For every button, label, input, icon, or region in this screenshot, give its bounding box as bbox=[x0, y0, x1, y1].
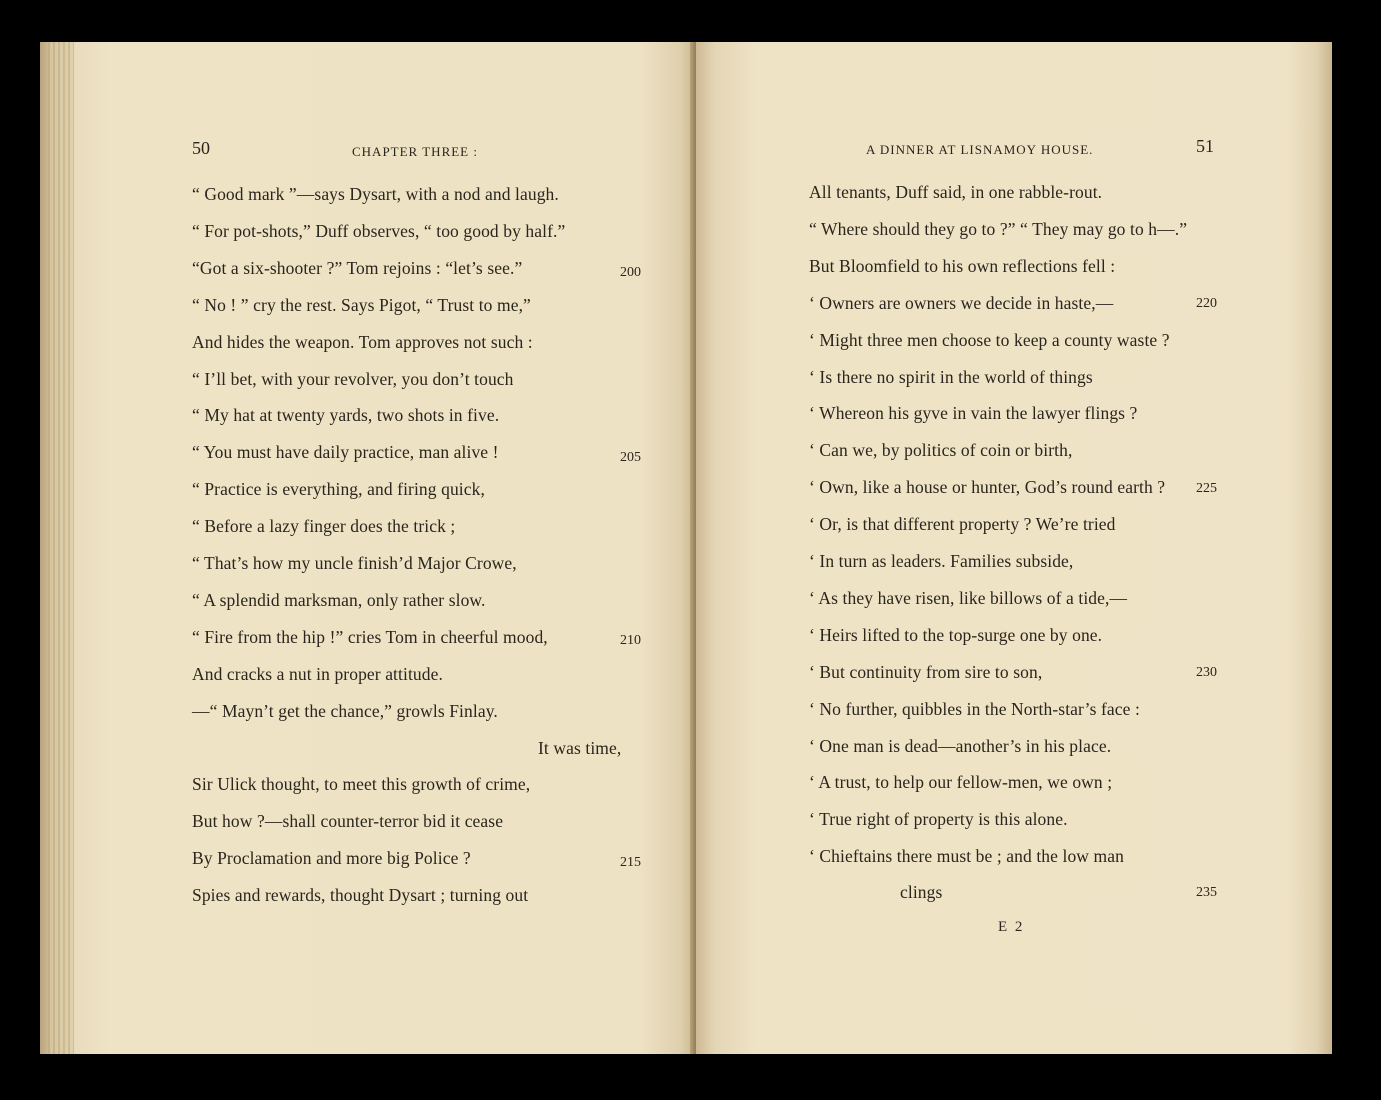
verse-line: ‘ But continuity from sire to son, bbox=[809, 661, 1043, 682]
right-page bbox=[696, 42, 1332, 1054]
verse-line: Sir Ulick thought, to meet this growth of crime, bbox=[192, 774, 531, 795]
line-number: 235 bbox=[1196, 885, 1217, 900]
verse-line: ‘ One man is dead—another’s in his place. bbox=[809, 735, 1112, 756]
verse-line: ‘ Or, is that different property ? We’re tried bbox=[809, 514, 1116, 535]
verse-line: “ Practice is everything, and firing quick, bbox=[192, 479, 485, 500]
verse-line: Spies and rewards, thought Dysart ; turning out bbox=[192, 885, 529, 906]
verse-line: ‘ Can we, by politics of coin or birth, bbox=[809, 440, 1073, 461]
verse-line: “ Good mark ”—says Dysart, with a nod and laugh. bbox=[192, 184, 559, 204]
verse-line: “ For pot-shots,” Duff observes, “ too good by half.” bbox=[192, 220, 566, 241]
verse-line: “ Before a lazy finger does the trick ; bbox=[192, 516, 456, 537]
verse-line: “ I’ll bet, with your revolver, you don’t touch bbox=[192, 368, 514, 389]
verse-line: But how ?—shall counter-terror bid it cease bbox=[192, 811, 504, 832]
left-page bbox=[40, 42, 696, 1054]
verse-line: ‘ As they have risen, like billows of a tide,— bbox=[809, 587, 1128, 608]
verse-line: But Bloomfield to his own reflections fell : bbox=[809, 255, 1116, 276]
verse-line: —“ Mayn’t get the chance,” growls Finlay. bbox=[192, 700, 498, 721]
verse-line: “ No ! ” cry the rest. Says Pigot, “ Trust to me,” bbox=[192, 294, 531, 315]
line-number: 230 bbox=[1196, 665, 1217, 680]
verse-line: “ My hat at twenty yards, two shots in five. bbox=[192, 405, 500, 426]
verse-line: By Proclamation and more big Police ? bbox=[192, 848, 471, 869]
verse-line: “ Fire from the hip !” cries Tom in cheerful mood, bbox=[192, 626, 548, 647]
verse-line: It was time, bbox=[538, 737, 622, 758]
verse-line: ‘ Is there no spirit in the world of things bbox=[809, 366, 1093, 387]
verse-line: ‘ Own, like a house or hunter, God’s round earth ? bbox=[809, 477, 1166, 498]
signature-mark: E 2 bbox=[998, 919, 1025, 935]
line-number: 210 bbox=[620, 633, 641, 648]
verse-line: ‘ True right of property is this alone. bbox=[809, 809, 1068, 830]
verse-line: ‘ Whereon his gyve in vain the lawyer flings ? bbox=[809, 403, 1138, 424]
verse-line: ‘ Chieftains there must be ; and the low man bbox=[809, 846, 1124, 867]
verse-line: “ That’s how my uncle finish’d Major Crowe, bbox=[192, 553, 517, 573]
line-number: 205 bbox=[620, 450, 641, 465]
right-page-number: 51 bbox=[1196, 136, 1214, 156]
verse-line: “ A splendid marksman, only rather slow. bbox=[192, 589, 486, 610]
left-page-number: 50 bbox=[192, 138, 210, 158]
verse-line: “ Where should they go to ?” “ They may go to h—.” bbox=[809, 218, 1188, 239]
open-book bbox=[40, 42, 1332, 1054]
verse-line: ‘ Owners are owners we decide in haste,— bbox=[809, 292, 1114, 313]
verse-line: ‘ A trust, to help our fellow-men, we own ; bbox=[809, 772, 1113, 793]
verse-line: clings bbox=[900, 882, 943, 902]
verse-line: And cracks a nut in proper attitude. bbox=[192, 663, 443, 684]
verse-line: ‘ Heirs lifted to the top-surge one by one. bbox=[809, 624, 1103, 645]
verse-line: All tenants, Duff said, in one rabble-rout. bbox=[809, 182, 1103, 202]
verse-line: ‘ No further, quibbles in the North-star’s face : bbox=[809, 698, 1140, 719]
verse-line: ‘ In turn as leaders. Families subside, bbox=[809, 551, 1074, 571]
verse-line: “ You must have daily practice, man alive ! bbox=[192, 442, 499, 463]
line-number: 200 bbox=[620, 265, 641, 280]
page-edges bbox=[48, 42, 74, 1054]
verse-line: And hides the weapon. Tom approves not such : bbox=[192, 331, 533, 352]
line-number: 215 bbox=[620, 855, 641, 870]
line-number: 225 bbox=[1196, 481, 1217, 496]
right-running-head: A DINNER AT LISNAMOY HOUSE. bbox=[866, 142, 1094, 157]
verse-line: “Got a six-shooter ?” Tom rejoins : “let’s see.” bbox=[192, 257, 523, 278]
verse-line: ‘ Might three men choose to keep a county waste ? bbox=[809, 329, 1170, 350]
left-running-head: CHAPTER THREE : bbox=[352, 144, 478, 159]
line-number: 220 bbox=[1196, 296, 1217, 311]
